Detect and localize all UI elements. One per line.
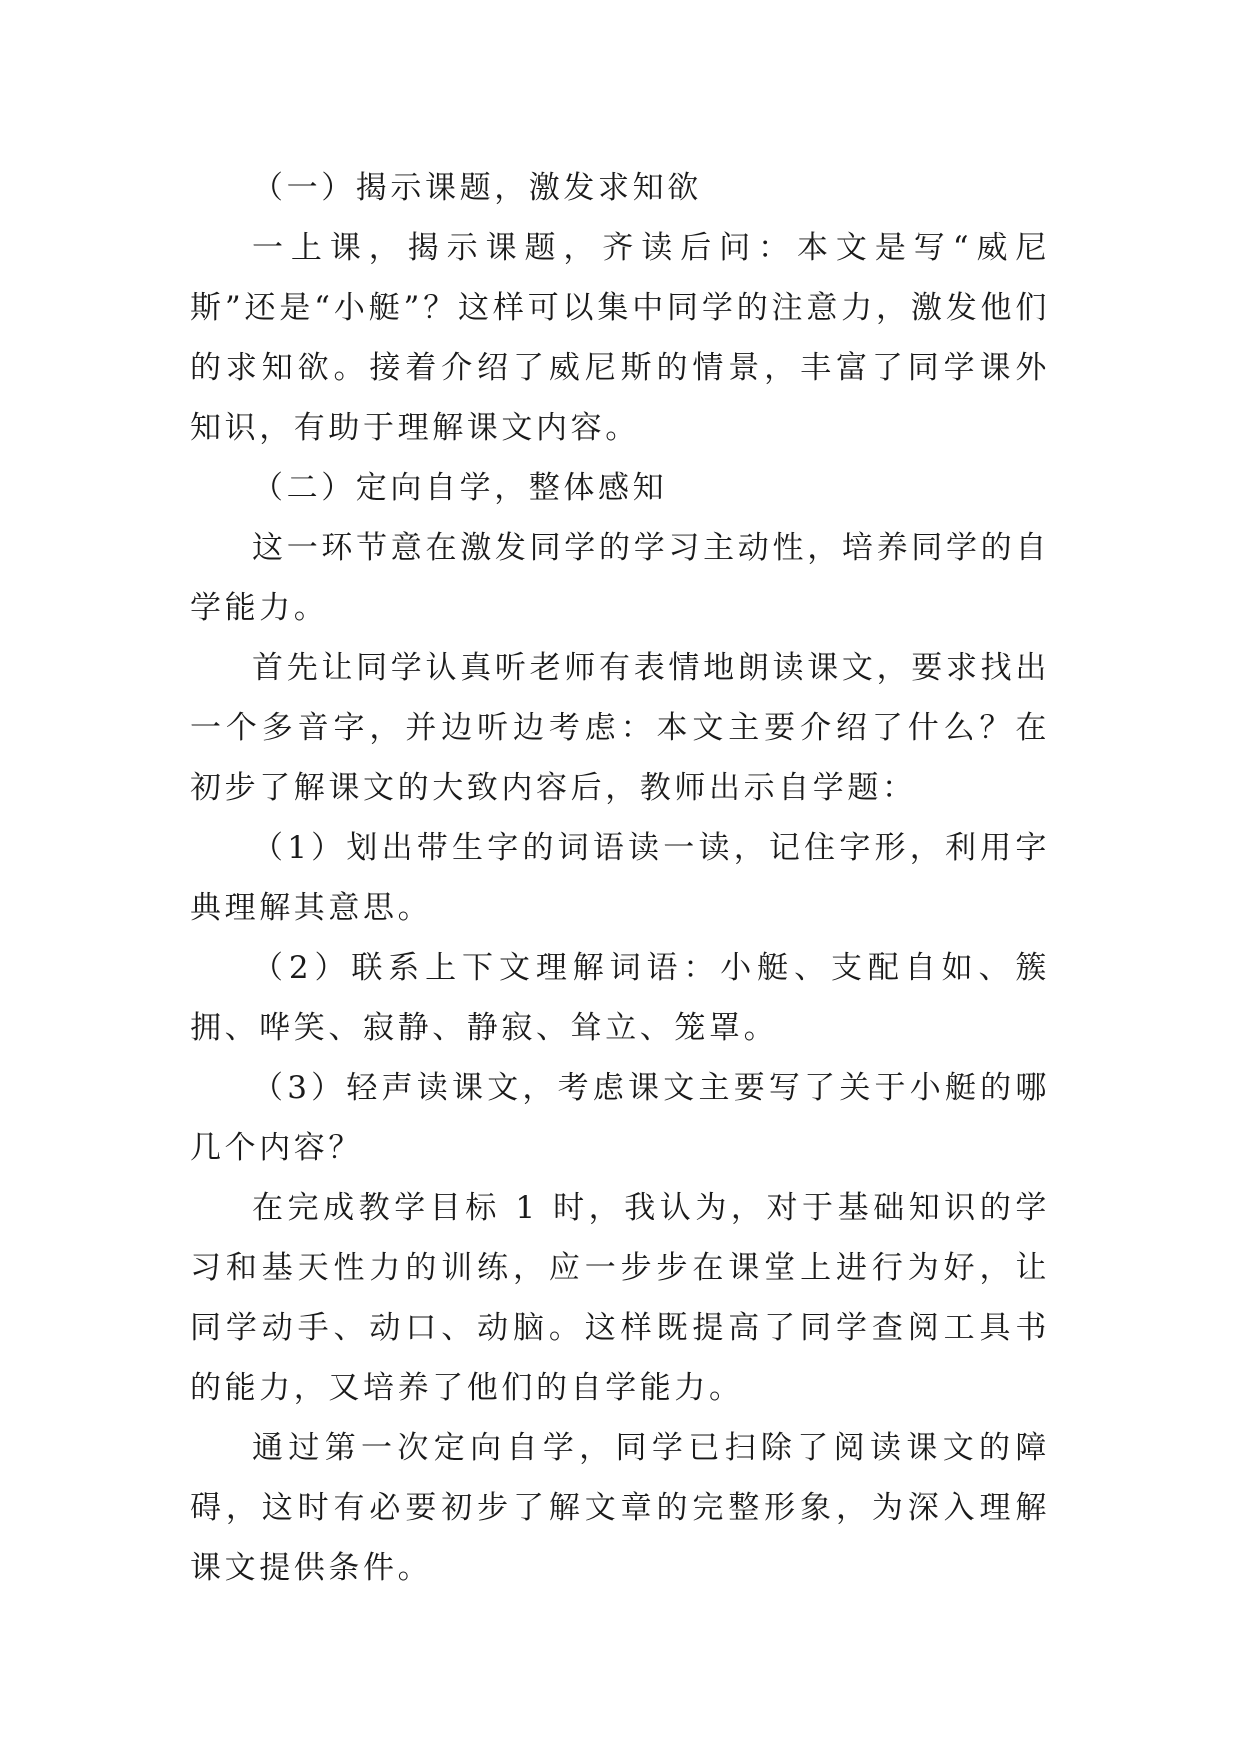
paragraph-2: 这一环节意在激发同学的学习主动性，培养同学的自学能力。 [190, 530, 1050, 626]
section-heading-2: （二）定向自学，整体感知 [252, 470, 668, 506]
paragraph-1: 一上课，揭示课题，齐读后问：本文是写“威尼斯”还是“小艇”？这样可以集中同学的注意力，激发他们的求知欲。接着介绍了威尼斯的情景，丰富了同学课外知识，有助于理解课文内容。 [190, 230, 1050, 446]
paragraph-4: 在完成教学目标 1 时，我认为，对于基础知识的学习和基天性力的训练，应一步步在课堂上进行为好，让同学动手、动口、动脑。这样既提高了同学查阅工具书的能力，又培养了他们的自学能力。 [190, 1190, 1050, 1406]
section-heading-1: （一）揭示课题，激发求知欲 [252, 170, 702, 206]
list-item-2: （2）联系上下文理解词语：小艇、支配自如、簇拥、哗笑、寂静、静寂、耸立、笼罩。 [190, 950, 1050, 1046]
list-item-3: （3）轻声读课文，考虑课文主要写了关于小艇的哪几个内容？ [190, 1070, 1050, 1166]
document-body [190, 158, 1050, 1598]
list-item-1: （1）划出带生字的词语读一读，记住字形，利用字典理解其意思。 [190, 830, 1050, 926]
paragraph-3: 首先让同学认真听老师有表情地朗读课文，要求找出一个多音字，并边听边考虑：本文主要介绍了什么？在初步了解课文的大致内容后，教师出示自学题： [190, 650, 1050, 806]
paragraph-5: 通过第一次定向自学，同学已扫除了阅读课文的障碍，这时有必要初步了解文章的完整形象，为深入理解课文提供条件。 [190, 1430, 1050, 1586]
